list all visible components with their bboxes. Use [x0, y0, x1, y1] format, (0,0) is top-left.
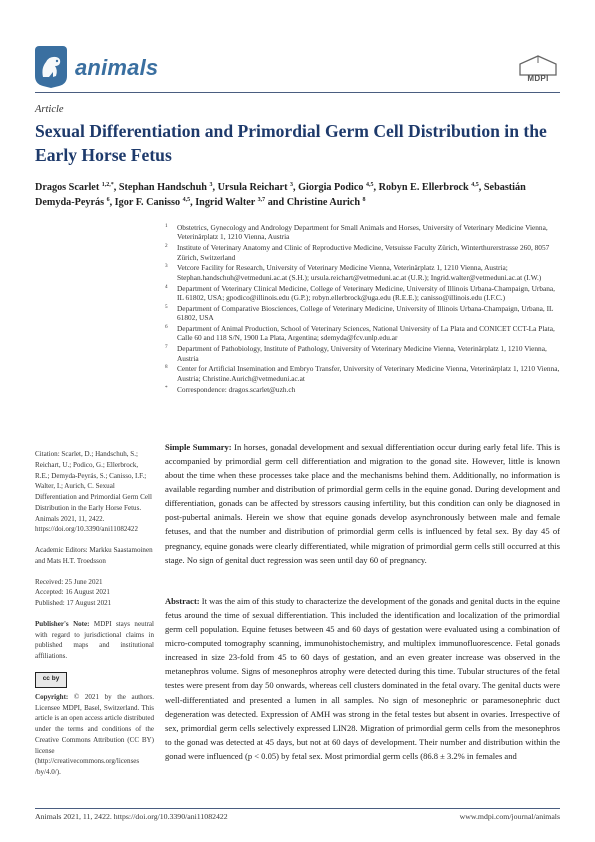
abstract-label: Abstract: — [165, 596, 200, 606]
author[interactable] — [195, 197, 265, 208]
affiliation-text: Department of Animal Production, School of Veterinary Sciences, National University of La Plata and CONICET CCT-La Plata, Calle 60 and 118 S/N, 1900 La Plata, Argentina; sdemyda@fcv.unlp.edu.ar — [177, 324, 555, 343]
author-affiliation-marker: 4,5 — [182, 197, 191, 203]
sidebar — [35, 449, 154, 778]
simple-summary — [165, 440, 560, 567]
affiliation-text: Center for Artificial Insemination and Embryo Transfer, University of Veterinary Medicine Vienna, Veterinärplatz 1, 1210 Vienna, Austria; Christine.Aurich@vetmeduni.ac.at — [177, 364, 560, 383]
affiliation-text: Department of Pathobiology, Institute of Pathology, University of Veterinary Medicine Vienna, Veterinärplatz 1, 1210 Vienna, Austria — [177, 344, 547, 363]
affiliation-item — [165, 243, 560, 262]
copyright-text: © 2021 by the authors. Licensee MDPI, Basel, Switzerland. This article is an open access article distributed under the terms and conditions of the Creative Commons Attribution (CC BY) license (http://creativecommons.org/licenses /by/4.0/). — [35, 692, 154, 776]
author[interactable] — [298, 182, 373, 193]
journal-name[interactable]: animals — [75, 55, 159, 80]
cc-license-badge: cc by — [42, 675, 60, 683]
author-affiliation-marker: 3 — [290, 182, 294, 188]
affiliation-number: 3 — [165, 263, 168, 270]
author[interactable] — [218, 182, 293, 193]
copyright-label: Copyright: — [35, 692, 69, 701]
correspondence — [165, 385, 560, 394]
copyright — [35, 692, 154, 778]
mdpi-logo-text: MDPI — [527, 74, 549, 83]
author-affiliation-marker: 3,7 — [257, 197, 266, 203]
journal-logo-icon — [35, 46, 67, 88]
affiliation-text: Department of Comparative Biosciences, College of Veterinary Medicine, University of Illinois Urbana-Champaign, Urbana, IL 61802, USA — [177, 303, 554, 323]
author-name: Stephan Handschuh — [118, 182, 207, 193]
affiliation-number: 2 — [165, 243, 168, 250]
cc-license-icon[interactable] — [35, 672, 67, 688]
author-name: Robyn E. Ellerbrock — [378, 182, 469, 193]
academic-editors: Academic Editors: Markku Saastamoinen and Mats H.T. Troedsson — [35, 546, 153, 565]
publisher-note — [35, 619, 154, 662]
affiliation-item — [165, 223, 560, 242]
affiliation-text: Correspondence: dragos.scarlet@uzh.ch — [177, 385, 296, 395]
published-date: Published: 17 August 2021 — [35, 599, 112, 607]
affiliation-item — [165, 364, 560, 383]
author-name: Giorgia Podico — [298, 182, 364, 193]
affiliation-text: Vetcore Facility for Research, University of Veterinary Medicine Vienna, Veterinärplatz 1, 1210 Vienna, Austria; Stephan.handschuh@vetmeduni.ac.at (S.H.); ursula.reichart@vetmeduni.ac.at (U.R.); Ingrid.walter@vetmeduni.ac.at (I.W.) — [177, 263, 542, 282]
author[interactable] — [119, 182, 213, 193]
citation — [35, 449, 154, 535]
abstract — [165, 594, 560, 763]
affiliation-item — [165, 304, 560, 323]
author[interactable] — [287, 197, 366, 208]
publisher-note-text: MDPI stays neutral with regard to jurisdictional claims in published maps and institutional affiliations. — [35, 619, 154, 660]
author-name: Dragos Scarlet — [35, 182, 100, 193]
abstract-text: It was the aim of this study to characterize the development of the gonads and genital ducts in the equine fetus around the time of sexual differentiation. This included the identification and localization of the primordial germ cell population. Equine fetuses between 45 and 60 days of gestation were evaluated using a combination of micro-computed tomography scanning, immunohistochemistry, and multiplex immunofluorescence. Fetal gonads increased in size 23-fold from 45 to 60 days of gestation, and an even greater increase was observed in the metanephros volume. Signs of mesonephros atrophy were detected during this time. Tubular structures of the fetal testes were present from day 50 onwards, whereas cell clusters dominated in the fetal ovary. The genital ducts were well-differentiated and presented a lumen in all samples. No sign of mesonephric or paramesonephric duct degeneration was detected. Expression of AMH was strong in the fetal testes but absent in ovaries. Irrespective of sex, primordial germ cells selectively expressed LIN28. Migration of primordial germ cells from the mesonephros to the gonad was detected at 45 days, but not at 60 days of development. Their number and distribution within the gonad were influenced (p < 0.05) by fetal sex. Most primordial germ cells (86.8 ± 3.2% in females and — [165, 596, 560, 761]
affiliation-item — [165, 324, 560, 343]
affiliation-number: 7 — [165, 344, 168, 351]
received-date: Received: 25 June 2021 — [35, 577, 103, 586]
author-affiliation-marker: 4,5 — [366, 182, 374, 188]
simple-summary-text: In horses, gonadal development and sexual differentiation occur during early fetal life. This is accompanied by primordial germ cell differentiation and migration to the gonad site. However, little is known about the time when these processes take place and the mechanisms behind them. Additionally, no information is available regarding number and distribution of primordial germ cells in the equine gonad. During development and differentiation, gonads can be affected by stressors causing infertility, but this condition can only be diagnosed in post-pubertal animals. Herein we show that equine gonads develop asynchronously between male and female fetuses, and that the number and distribution of primordial germ cells is influenced by fetal sex. By day 45 of pregnancy, equine gonads were clearly differentiated, while migration of primordial germ cells still occurred at this stage. No sign of genital duct regression was seen until day 60 of pregnancy. — [165, 442, 560, 565]
simple-summary-label: Simple Summary: — [165, 442, 232, 452]
affiliation-number: * — [165, 385, 168, 392]
author-affiliation-marker: 3 — [209, 182, 213, 188]
affiliation-number: 8 — [165, 364, 168, 371]
author[interactable] — [35, 182, 114, 193]
affiliation-number: 6 — [165, 324, 168, 331]
author-list: Dragos Scarlet $^{1,2,*}$, Stephan Handschuh $^3$, Ursula Reichart $^3$, Giorgia Podico $^{4,5}$, Robyn E. Ellerbrock $^{4,5}$, Sebastián Demyda-Peyrás $^6$, Igor F. Canisso $^{4,5}$, Ingrid Walter $^{3,7}$ and Christine Aurich $^8$ — [35, 182, 526, 208]
author-name: Christine Aurich — [286, 197, 360, 208]
author[interactable] — [115, 197, 190, 208]
citation-text[interactable]: Citation: Scarlet, D.; Handschuh, S.; Reichart, U.; Podico, G.; Ellerbrock, R.E.; Demyda-Peyrás, S.; Canisso, I.F.; Walter, I.; Aurich, C. Sexual Differentiation and Primordial Germ Cell Distribution in the Early Horse Fetus. Animals 2021, 11, 2422. https://doi.org/10.3390/ani11082422 — [35, 450, 152, 534]
affiliation-item — [165, 344, 560, 363]
publisher-note-label: Publisher's Note: — [35, 619, 90, 628]
mdpi-logo[interactable] — [517, 55, 559, 85]
author-affiliation-marker: 4,5 — [471, 182, 479, 188]
author[interactable] — [379, 182, 479, 193]
author-name: Igor F. Canisso — [114, 197, 181, 208]
article-type: Article — [35, 104, 64, 115]
author-name: Ingrid Walter — [195, 197, 256, 208]
affiliation-text: Department of Veterinary Clinical Medicine, College of Veterinary Medicine, University of Illinois Urbana-Champaign, Urbana, IL 61802, USA; gpodico@illinois.edu (G.P.); robyn.ellerbrock@uga.edu (R.E.E.); canisso@illinois.edu (I.F.C.) — [177, 283, 556, 303]
footer-citation[interactable]: Animals 2021, 11, 2422. https://doi.org/10.3390/ani11082422 — [35, 812, 228, 821]
affiliation-number: 4 — [165, 283, 168, 290]
affiliation-number: 1 — [165, 223, 168, 229]
author-affiliation-marker: 1,2,* — [101, 182, 114, 188]
header-divider — [35, 92, 560, 93]
affiliations — [165, 223, 560, 396]
author-affiliation-marker: 6 — [106, 197, 110, 203]
affiliation-number: 5 — [165, 303, 168, 310]
footer-journal-url[interactable]: www.mdpi.com/journal/animals — [459, 812, 560, 821]
accepted-date: Accepted: 16 August 2021 — [35, 588, 110, 597]
affiliation-text: Institute of Veterinary Anatomy and Clinic of Reproductive Medicine, Vetsuisse Faculty Zürich, Winterthurerstrasse 260, 8057 Zürich, Switzerland — [177, 243, 550, 262]
author-name: Ursula Reichart — [217, 182, 288, 193]
affiliation-item — [165, 284, 560, 303]
author-affiliation-marker: 8 — [362, 197, 366, 203]
footer-divider — [35, 808, 560, 809]
article-title: Sexual Differentiation and Primordial Germ Cell Distribution in the Early Horse Fetus — [35, 121, 547, 165]
author-name: Sebastián Demyda-Peyrás — [35, 182, 526, 208]
dates — [35, 577, 154, 609]
affiliation-text: Obstetrics, Gynecology and Andrology Department for Small Animals and Horses, University of Veterinary Medicine Vienna, Veterinärplatz 1, 1210 Vienna, Austria — [177, 223, 548, 242]
affiliation-item — [165, 263, 560, 282]
